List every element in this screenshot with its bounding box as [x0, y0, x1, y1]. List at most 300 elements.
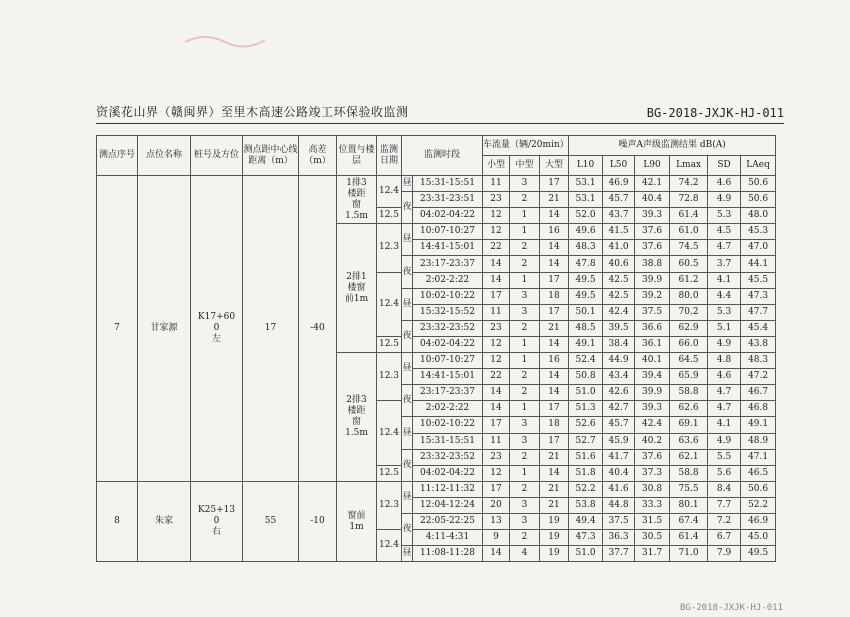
cell-lmax: 65.9 — [670, 369, 708, 385]
cell-time: 04:02-04:22 — [413, 336, 483, 352]
cell-position — [337, 176, 377, 224]
cell-l50: 42.7 — [603, 401, 635, 417]
cell-date: 12.5 — [377, 208, 402, 224]
cell-line: K17+60 — [197, 311, 236, 322]
cell-l10: 50.8 — [569, 369, 603, 385]
cell-large: 19 — [540, 513, 569, 529]
cell-line: 楼窗 — [347, 282, 366, 293]
cell-sd: 5.5 — [708, 449, 741, 465]
cell-lmax: 80.0 — [670, 288, 708, 304]
cell-l10: 49.4 — [569, 513, 603, 529]
cell-sd: 5.1 — [708, 320, 741, 336]
cell-l90: 39.9 — [635, 272, 670, 288]
cell-sd: 6.7 — [708, 530, 741, 546]
cell-l10: 48.3 — [569, 240, 603, 256]
cell-l90: 42.1 — [635, 176, 670, 192]
cell-l10: 52.2 — [569, 481, 603, 497]
cell-stake — [191, 481, 243, 561]
cell-lmax: 80.1 — [670, 497, 708, 513]
cell-leq: 44.1 — [741, 256, 776, 272]
cell-medium: 3 — [510, 288, 540, 304]
col-noise: 噪声A声级监测结果 dB(A) — [569, 136, 776, 156]
cell-large: 17 — [540, 433, 569, 449]
cell-line: 楼距 — [347, 405, 366, 416]
cell-medium: 2 — [510, 449, 540, 465]
cell-time: 14:41-15:01 — [413, 369, 483, 385]
cell-leq: 49.1 — [741, 417, 776, 433]
cell-sd: 8.4 — [708, 481, 741, 497]
cell-l10: 51.8 — [569, 465, 603, 481]
cell-time: 10:02-10:22 — [413, 288, 483, 304]
cell-line: 0 — [213, 516, 220, 527]
cell-point-name: 朱家 — [138, 481, 191, 561]
cell-day-night: 夜 — [402, 449, 413, 481]
cell-l50: 41.0 — [603, 240, 635, 256]
cell-l10: 47.3 — [569, 530, 603, 546]
cell-position — [337, 224, 377, 353]
cell-large: 17 — [540, 401, 569, 417]
cell-l50: 45.9 — [603, 433, 635, 449]
cell-l90: 33.3 — [635, 497, 670, 513]
cell-line: 窗 — [351, 416, 361, 427]
cell-small: 12 — [483, 208, 510, 224]
cell-medium: 2 — [510, 385, 540, 401]
cell-l90: 40.1 — [635, 353, 670, 369]
cell-lmax: 74.2 — [670, 176, 708, 192]
cell-time: 2:02-2:22 — [413, 272, 483, 288]
cell-leq: 47.0 — [741, 240, 776, 256]
cell-small: 14 — [483, 272, 510, 288]
cell-medium: 1 — [510, 401, 540, 417]
cell-date: 12.4 — [377, 530, 402, 562]
cell-large: 21 — [540, 320, 569, 336]
cell-lmax: 72.8 — [670, 192, 708, 208]
cell-l50: 37.7 — [603, 546, 635, 562]
cell-sd: 4.9 — [708, 433, 741, 449]
cell-day-night: 夜 — [402, 513, 413, 545]
cell-l10: 49.5 — [569, 272, 603, 288]
col-l90: L90 — [635, 156, 670, 176]
cell-sd: 3.7 — [708, 256, 741, 272]
cell-l50: 38.4 — [603, 336, 635, 352]
cell-large: 17 — [540, 176, 569, 192]
cell-sd: 4.7 — [708, 240, 741, 256]
col-height: 高差（m） — [299, 136, 337, 176]
cell-l50: 46.9 — [603, 176, 635, 192]
cell-sd: 4.9 — [708, 336, 741, 352]
cell-sd: 4.6 — [708, 369, 741, 385]
cell-time: 15:32-15:52 — [413, 304, 483, 320]
table-body — [97, 176, 776, 562]
cell-leq: 50.6 — [741, 481, 776, 497]
cell-l90: 40.2 — [635, 433, 670, 449]
cell-line: 楼距 — [347, 188, 366, 199]
cell-small: 11 — [483, 304, 510, 320]
cell-sd: 4.5 — [708, 224, 741, 240]
cell-lmax: 58.8 — [670, 465, 708, 481]
cell-small: 14 — [483, 385, 510, 401]
cell-l50: 44.8 — [603, 497, 635, 513]
cell-l90: 31.5 — [635, 513, 670, 529]
cell-height: -40 — [299, 176, 337, 482]
cell-large: 19 — [540, 546, 569, 562]
cell-leq: 47.2 — [741, 369, 776, 385]
cell-sd: 4.9 — [708, 192, 741, 208]
cell-line: 前1m — [344, 293, 369, 304]
cell-day-night: 昼 — [402, 481, 413, 513]
cell-line: 左 — [211, 333, 221, 344]
col-sd: SD — [708, 156, 741, 176]
cell-l50: 40.6 — [603, 256, 635, 272]
faded-stamp-mark — [180, 30, 270, 50]
col-point-no: 测点序号 — [97, 136, 138, 176]
cell-time: 15:31-15:51 — [413, 433, 483, 449]
cell-l90: 37.6 — [635, 240, 670, 256]
cell-medium: 2 — [510, 530, 540, 546]
cell-medium: 3 — [510, 497, 540, 513]
col-traffic: 车流量（辆/20min） — [483, 136, 569, 156]
cell-l10: 52.6 — [569, 417, 603, 433]
col-medium: 中型 — [510, 156, 540, 176]
cell-medium: 2 — [510, 481, 540, 497]
cell-medium: 2 — [510, 192, 540, 208]
cell-date: 12.4 — [377, 272, 402, 336]
cell-large: 21 — [540, 481, 569, 497]
cell-l10: 49.6 — [569, 224, 603, 240]
cell-leq: 49.5 — [741, 546, 776, 562]
cell-line: 2排1 — [346, 271, 367, 282]
cell-l10: 51.0 — [569, 385, 603, 401]
cell-line: 1.5m — [345, 427, 368, 438]
cell-l90: 36.1 — [635, 336, 670, 352]
cell-l90: 30.5 — [635, 530, 670, 546]
cell-time: 14:41-15:01 — [413, 240, 483, 256]
cell-l50: 43.7 — [603, 208, 635, 224]
cell-leq: 43.8 — [741, 336, 776, 352]
cell-day-night: 夜 — [402, 256, 413, 288]
cell-sd: 4.6 — [708, 176, 741, 192]
cell-time: 23:17-23:37 — [413, 385, 483, 401]
cell-l10: 48.5 — [569, 320, 603, 336]
cell-time: 04:02-04:22 — [413, 465, 483, 481]
cell-distance: 55 — [243, 481, 299, 561]
cell-day-night: 昼 — [402, 288, 413, 320]
col-point-name: 点位名称 — [138, 136, 191, 176]
cell-leq: 48.9 — [741, 433, 776, 449]
cell-lmax: 71.0 — [670, 546, 708, 562]
cell-time: 11:08-11:28 — [413, 546, 483, 562]
cell-l10: 52.4 — [569, 353, 603, 369]
cell-day-night: 夜 — [402, 192, 413, 224]
cell-sd: 4.7 — [708, 385, 741, 401]
cell-time: 22:05-22:25 — [413, 513, 483, 529]
cell-large: 18 — [540, 288, 569, 304]
cell-medium: 3 — [510, 513, 540, 529]
cell-large: 21 — [540, 192, 569, 208]
cell-l50: 41.7 — [603, 449, 635, 465]
cell-lmax: 60.5 — [670, 256, 708, 272]
cell-sd: 5.3 — [708, 304, 741, 320]
cell-lmax: 62.6 — [670, 401, 708, 417]
cell-day-night: 昼 — [402, 176, 413, 192]
cell-date: 12.4 — [377, 401, 402, 465]
cell-point-no: 8 — [97, 481, 138, 561]
cell-l50: 42.5 — [603, 272, 635, 288]
cell-time: 12:04-12:24 — [413, 497, 483, 513]
cell-medium: 1 — [510, 272, 540, 288]
cell-date: 12.4 — [377, 176, 402, 208]
cell-lmax: 61.2 — [670, 272, 708, 288]
cell-line: 1排3 — [346, 177, 367, 188]
cell-small: 12 — [483, 224, 510, 240]
cell-leq: 46.7 — [741, 385, 776, 401]
cell-lmax: 69.1 — [670, 417, 708, 433]
cell-time: 15:31-15:51 — [413, 176, 483, 192]
cell-leq: 47.7 — [741, 304, 776, 320]
cell-sd: 4.1 — [708, 272, 741, 288]
cell-small: 12 — [483, 353, 510, 369]
cell-l10: 49.5 — [569, 288, 603, 304]
cell-small: 12 — [483, 336, 510, 352]
cell-lmax: 61.4 — [670, 530, 708, 546]
cell-l90: 39.3 — [635, 208, 670, 224]
cell-time: 11:12-11:32 — [413, 481, 483, 497]
cell-medium: 1 — [510, 465, 540, 481]
cell-medium: 2 — [510, 369, 540, 385]
cell-large: 14 — [540, 465, 569, 481]
cell-medium: 3 — [510, 433, 540, 449]
cell-lmax: 61.4 — [670, 208, 708, 224]
cell-small: 20 — [483, 497, 510, 513]
cell-large: 16 — [540, 353, 569, 369]
col-l10: L10 — [569, 156, 603, 176]
cell-point-name: 甘家源 — [138, 176, 191, 482]
cell-l50: 42.4 — [603, 304, 635, 320]
cell-sd: 4.1 — [708, 417, 741, 433]
cell-lmax: 70.2 — [670, 304, 708, 320]
cell-medium: 3 — [510, 417, 540, 433]
cell-date: 12.3 — [377, 224, 402, 272]
cell-medium: 1 — [510, 224, 540, 240]
cell-time: 04:02-04:22 — [413, 208, 483, 224]
page-footer-code: BG-2018-JXJK-HJ-011 — [680, 603, 783, 613]
cell-large: 21 — [540, 449, 569, 465]
cell-lmax: 64.5 — [670, 353, 708, 369]
cell-l90: 39.4 — [635, 369, 670, 385]
col-large: 大型 — [540, 156, 569, 176]
cell-lmax: 63.6 — [670, 433, 708, 449]
cell-l90: 30.8 — [635, 481, 670, 497]
cell-l90: 42.4 — [635, 417, 670, 433]
report-title: 资溪花山界（赣闽界）至里木高速公路竣工环保验收监测 — [96, 105, 409, 119]
cell-day-night: 夜 — [402, 320, 413, 352]
cell-lmax: 75.5 — [670, 481, 708, 497]
cell-height: -10 — [299, 481, 337, 561]
cell-large: 16 — [540, 224, 569, 240]
cell-lmax: 58.8 — [670, 385, 708, 401]
cell-sd: 5.6 — [708, 465, 741, 481]
cell-l50: 36.3 — [603, 530, 635, 546]
cell-large: 18 — [540, 417, 569, 433]
cell-small: 23 — [483, 192, 510, 208]
cell-line: 0 — [213, 322, 220, 333]
cell-l90: 39.3 — [635, 401, 670, 417]
cell-lmax: 74.5 — [670, 240, 708, 256]
col-small: 小型 — [483, 156, 510, 176]
cell-leq: 47.3 — [741, 288, 776, 304]
cell-leq: 48.0 — [741, 208, 776, 224]
cell-medium: 2 — [510, 240, 540, 256]
cell-sd: 7.9 — [708, 546, 741, 562]
cell-l90: 31.7 — [635, 546, 670, 562]
cell-large: 14 — [540, 240, 569, 256]
cell-time: 10:07-10:27 — [413, 353, 483, 369]
cell-medium: 4 — [510, 546, 540, 562]
cell-line: 窗前 — [347, 510, 366, 521]
col-date: 监测日期 — [377, 136, 402, 176]
cell-l90: 39.9 — [635, 385, 670, 401]
cell-small: 17 — [483, 288, 510, 304]
cell-small: 9 — [483, 530, 510, 546]
cell-large: 14 — [540, 256, 569, 272]
col-position: 位置与楼层 — [337, 136, 377, 176]
cell-l90: 37.3 — [635, 465, 670, 481]
report-code: BG-2018-JXJK-HJ-011 — [646, 106, 784, 120]
cell-l50: 41.5 — [603, 224, 635, 240]
table-row — [97, 176, 776, 192]
cell-small: 17 — [483, 417, 510, 433]
cell-l90: 38.8 — [635, 256, 670, 272]
cell-leq: 46.9 — [741, 513, 776, 529]
cell-date: 12.5 — [377, 465, 402, 481]
cell-small: 23 — [483, 320, 510, 336]
cell-time: 23:17-23:37 — [413, 256, 483, 272]
cell-time: 23:32-23:52 — [413, 449, 483, 465]
cell-day-night: 昼 — [402, 353, 413, 385]
cell-sd: 4.8 — [708, 353, 741, 369]
cell-l10: 53.1 — [569, 192, 603, 208]
cell-lmax: 67.4 — [670, 513, 708, 529]
cell-l90: 39.2 — [635, 288, 670, 304]
cell-medium: 1 — [510, 208, 540, 224]
cell-leq: 50.6 — [741, 176, 776, 192]
cell-l10: 52.7 — [569, 433, 603, 449]
cell-small: 11 — [483, 433, 510, 449]
cell-l90: 37.6 — [635, 224, 670, 240]
cell-medium: 2 — [510, 320, 540, 336]
cell-small: 14 — [483, 401, 510, 417]
cell-l90: 40.4 — [635, 192, 670, 208]
cell-lmax: 66.0 — [670, 336, 708, 352]
cell-lmax: 62.1 — [670, 449, 708, 465]
cell-line: 2排3 — [346, 394, 367, 405]
cell-leq: 45.3 — [741, 224, 776, 240]
cell-date: 12.3 — [377, 353, 402, 401]
cell-line: K25+13 — [197, 505, 236, 516]
cell-l50: 44.9 — [603, 353, 635, 369]
cell-large: 21 — [540, 497, 569, 513]
cell-large: 19 — [540, 530, 569, 546]
cell-line: 窗 — [351, 199, 361, 210]
cell-l50: 37.5 — [603, 513, 635, 529]
cell-l50: 42.6 — [603, 385, 635, 401]
cell-l10: 53.1 — [569, 176, 603, 192]
cell-small: 13 — [483, 513, 510, 529]
cell-small: 17 — [483, 481, 510, 497]
cell-day-night: 昼 — [402, 224, 413, 256]
cell-point-no: 7 — [97, 176, 138, 482]
col-leq: LAeq — [741, 156, 776, 176]
cell-time: 23:31-23:51 — [413, 192, 483, 208]
cell-leq: 50.6 — [741, 192, 776, 208]
noise-monitoring-table — [96, 135, 776, 562]
cell-time: 23:32-23:52 — [413, 320, 483, 336]
col-period: 监测时段 — [402, 136, 483, 176]
cell-large: 14 — [540, 369, 569, 385]
cell-lmax: 61.0 — [670, 224, 708, 240]
cell-medium: 2 — [510, 256, 540, 272]
cell-l10: 49.1 — [569, 336, 603, 352]
cell-l50: 45.7 — [603, 192, 635, 208]
cell-time: 10:07-10:27 — [413, 224, 483, 240]
col-stake: 桩号及方位 — [191, 136, 243, 176]
cell-leq: 46.5 — [741, 465, 776, 481]
cell-l90: 37.6 — [635, 449, 670, 465]
cell-leq: 52.2 — [741, 497, 776, 513]
cell-l50: 45.7 — [603, 417, 635, 433]
cell-sd: 7.7 — [708, 497, 741, 513]
cell-medium: 1 — [510, 353, 540, 369]
cell-small: 11 — [483, 176, 510, 192]
cell-small: 14 — [483, 256, 510, 272]
cell-sd: 5.3 — [708, 208, 741, 224]
col-l50: L50 — [603, 156, 635, 176]
cell-lmax: 62.9 — [670, 320, 708, 336]
cell-sd: 4.7 — [708, 401, 741, 417]
cell-sd: 7.2 — [708, 513, 741, 529]
table-row — [97, 481, 776, 497]
cell-small: 12 — [483, 465, 510, 481]
cell-position — [337, 353, 377, 482]
cell-l90: 36.6 — [635, 320, 670, 336]
cell-day-night: 昼 — [402, 546, 413, 562]
cell-l10: 47.8 — [569, 256, 603, 272]
cell-l50: 40.4 — [603, 465, 635, 481]
cell-time: 4:11-4:31 — [413, 530, 483, 546]
cell-position — [337, 481, 377, 561]
cell-date: 12.3 — [377, 481, 402, 529]
cell-time: 10:02-10:22 — [413, 417, 483, 433]
cell-leq: 47.1 — [741, 449, 776, 465]
cell-small: 22 — [483, 240, 510, 256]
cell-day-night: 夜 — [402, 385, 413, 417]
cell-l10: 53.8 — [569, 497, 603, 513]
cell-large: 14 — [540, 208, 569, 224]
cell-large: 17 — [540, 304, 569, 320]
cell-l50: 41.6 — [603, 481, 635, 497]
page-header — [96, 103, 784, 124]
cell-small: 23 — [483, 449, 510, 465]
cell-stake — [191, 176, 243, 482]
cell-l50: 43.4 — [603, 369, 635, 385]
cell-l90: 37.5 — [635, 304, 670, 320]
cell-l50: 42.5 — [603, 288, 635, 304]
cell-leq: 45.0 — [741, 530, 776, 546]
cell-leq: 48.3 — [741, 353, 776, 369]
cell-leq: 45.4 — [741, 320, 776, 336]
cell-l10: 51.6 — [569, 449, 603, 465]
cell-l50: 39.5 — [603, 320, 635, 336]
